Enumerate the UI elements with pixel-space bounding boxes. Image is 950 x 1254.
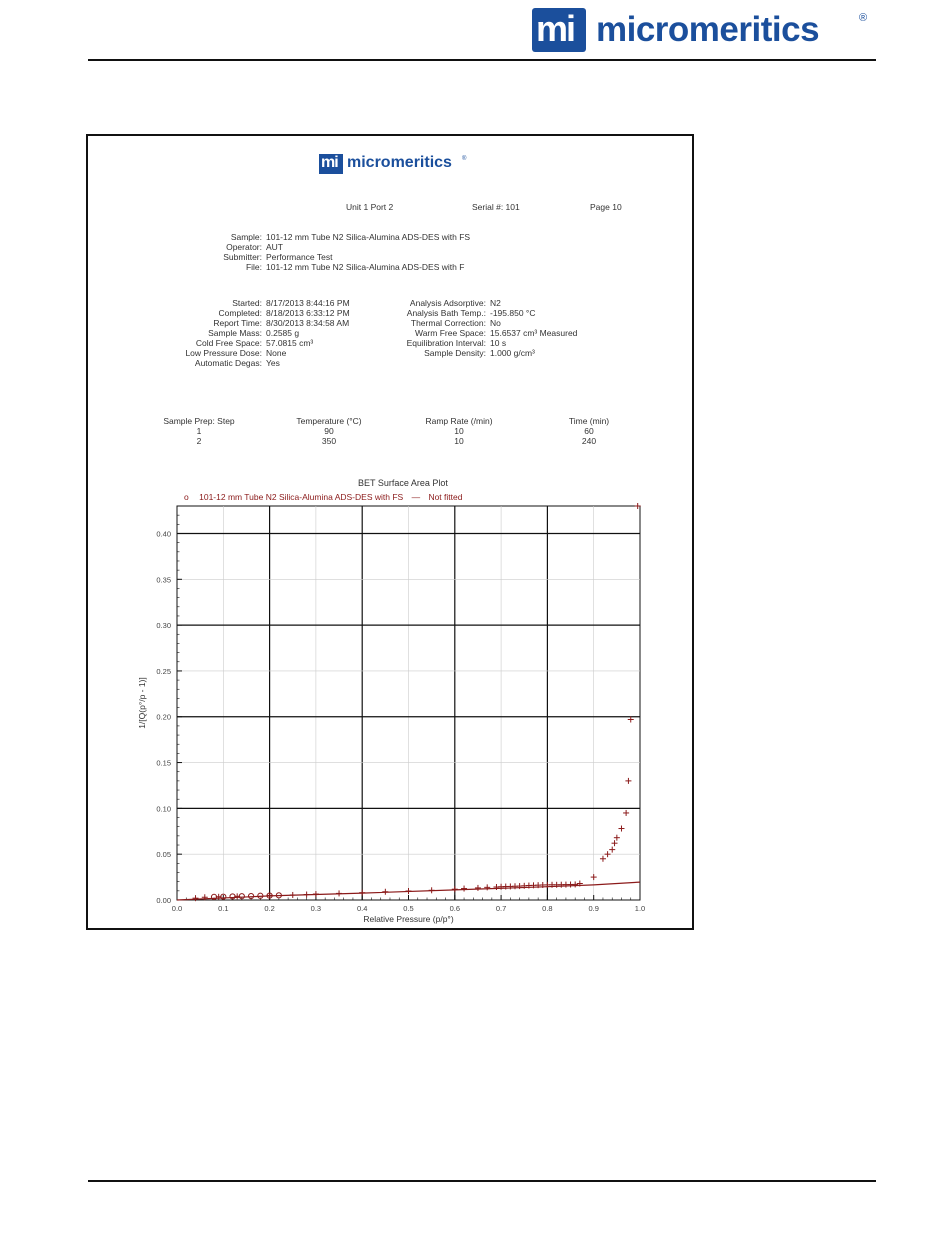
data-point-plus bbox=[216, 894, 222, 900]
sample-label: Sample: bbox=[230, 232, 262, 242]
legend-fit-label: Not fitted bbox=[428, 492, 463, 502]
x-tick-label: 0.2 bbox=[264, 904, 275, 913]
data-point-plus bbox=[605, 851, 611, 857]
table-row bbox=[134, 426, 654, 436]
table-cell: 350 bbox=[321, 436, 337, 446]
x-tick-label: 1.0 bbox=[634, 904, 646, 913]
param-label: Automatic Degas: bbox=[194, 358, 262, 368]
x-tick-label: 0.0 bbox=[171, 904, 183, 913]
unit-port: Unit 1 Port 2 bbox=[346, 202, 394, 212]
file-value: 101-12 mm Tube N2 Silica-Alumina ADS-DES with F bbox=[266, 262, 465, 272]
param-value: 15.6537 cm³ Measured bbox=[490, 328, 578, 338]
param-value: 8/18/2013 6:33:12 PM bbox=[266, 308, 350, 318]
sample-prep-table bbox=[134, 416, 654, 446]
y-tick-label: 0.10 bbox=[156, 804, 171, 814]
micromeritics-logo bbox=[532, 8, 872, 52]
table-cell: 60 bbox=[584, 426, 594, 436]
data-point-plus bbox=[625, 778, 631, 784]
param-value: 57.0815 cm³ bbox=[266, 338, 314, 348]
data-point-plus bbox=[484, 884, 490, 890]
x-tick-label: 0.7 bbox=[495, 904, 507, 913]
param-label: Thermal Correction: bbox=[410, 318, 486, 328]
y-tick-label: 0.20 bbox=[156, 712, 171, 722]
data-point-plus bbox=[382, 889, 388, 895]
param-label: Low Pressure Dose: bbox=[185, 348, 262, 358]
param-value: -195.850 °C bbox=[490, 308, 536, 318]
data-point-plus bbox=[304, 892, 310, 898]
serial-number: Serial #: 101 bbox=[472, 202, 520, 212]
y-tick-label: 0.35 bbox=[156, 575, 171, 585]
x-tick-label: 0.9 bbox=[588, 904, 599, 913]
submitter-value: Performance Test bbox=[266, 252, 333, 262]
param-value: None bbox=[266, 348, 287, 358]
param-label: Warm Free Space: bbox=[414, 328, 486, 338]
x-tick-label: 0.8 bbox=[542, 904, 553, 913]
data-point-plus bbox=[406, 888, 412, 894]
logo-mark-icon: mi bbox=[532, 8, 586, 52]
registered-mark: ® bbox=[859, 12, 868, 24]
report-registered-mark: ® bbox=[462, 156, 467, 162]
data-point-plus bbox=[609, 847, 615, 853]
report-frame bbox=[86, 134, 694, 930]
param-value: 8/30/2013 8:34:58 AM bbox=[266, 318, 350, 328]
report-logo-wordmark: micromeritics bbox=[347, 154, 452, 171]
data-point-plus bbox=[612, 840, 618, 846]
prep-col-ramp-rate: Ramp Rate (/min) bbox=[425, 416, 493, 426]
param-label: Sample Density: bbox=[424, 348, 486, 358]
data-point-plus bbox=[618, 826, 624, 832]
report-logo-mark-icon: mi bbox=[319, 154, 343, 174]
operator-value: AUT bbox=[266, 242, 283, 252]
x-axis-label: Relative Pressure (p/p°) bbox=[363, 914, 454, 924]
data-point-plus bbox=[572, 881, 578, 887]
y-tick-label: 0.30 bbox=[156, 621, 171, 631]
y-tick-label: 0.00 bbox=[156, 896, 171, 905]
data-point-plus bbox=[600, 856, 606, 862]
param-value: 0.2585 g bbox=[266, 328, 300, 338]
table-cell: 2 bbox=[196, 436, 202, 446]
data-point-plus bbox=[628, 716, 634, 722]
table-cell: 240 bbox=[581, 436, 597, 446]
param-value: 10 s bbox=[490, 338, 507, 348]
data-point-plus bbox=[336, 890, 342, 896]
prep-col-temperature: Temperature (°C) bbox=[296, 416, 362, 426]
x-tick-label: 0.6 bbox=[449, 904, 461, 913]
data-point-plus bbox=[591, 874, 597, 880]
data-point-plus bbox=[461, 886, 467, 892]
x-tick-label: 0.5 bbox=[403, 904, 414, 913]
param-label: Cold Free Space: bbox=[195, 338, 262, 348]
param-value: Yes bbox=[266, 358, 280, 368]
table-cell: 10 bbox=[454, 426, 464, 436]
data-point-plus bbox=[359, 890, 365, 896]
prep-col-step: Sample Prep: Step bbox=[163, 416, 235, 426]
param-label: Analysis Bath Temp.: bbox=[406, 308, 486, 318]
param-label: Report Time: bbox=[213, 318, 262, 328]
header-rule bbox=[88, 59, 876, 61]
prep-table-header bbox=[134, 416, 654, 426]
footer-rule bbox=[88, 1180, 876, 1182]
x-tick-label: 0.1 bbox=[218, 904, 229, 913]
sample-value: 101-12 mm Tube N2 Silica-Alumina ADS-DES with FS bbox=[266, 232, 471, 242]
param-value: N2 bbox=[490, 298, 501, 308]
table-row bbox=[134, 436, 654, 446]
y-tick-label: 0.05 bbox=[156, 850, 171, 860]
legend-circle-symbol: o bbox=[184, 492, 189, 502]
data-point-plus bbox=[313, 891, 319, 897]
submitter-label: Submitter: bbox=[223, 252, 262, 262]
y-tick-label: 0.40 bbox=[156, 529, 171, 539]
x-tick-label: 0.4 bbox=[356, 904, 368, 913]
param-value: No bbox=[490, 318, 501, 328]
chart-legend bbox=[184, 492, 462, 502]
legend-line-symbol: — bbox=[411, 492, 421, 502]
param-value: 1.000 g/cm³ bbox=[490, 348, 535, 358]
legend-series-label: 101-12 mm Tube N2 Silica-Alumina ADS-DES with FS bbox=[199, 492, 404, 502]
data-point-plus bbox=[234, 893, 240, 899]
y-tick-label: 0.25 bbox=[156, 666, 171, 676]
bet-plot bbox=[132, 502, 652, 926]
file-label: File: bbox=[245, 262, 262, 272]
run-parameters-left bbox=[128, 298, 388, 368]
data-point-plus bbox=[290, 892, 296, 898]
data-point-plus bbox=[614, 835, 620, 841]
sample-info bbox=[128, 232, 648, 272]
y-tick-label: 0.15 bbox=[156, 758, 171, 768]
param-label: Equilibration Interval: bbox=[406, 338, 486, 348]
data-point-plus bbox=[429, 887, 435, 893]
data-point-plus bbox=[623, 810, 629, 816]
param-label: Sample Mass: bbox=[208, 328, 262, 338]
data-point-plus bbox=[452, 886, 458, 892]
param-label: Analysis Adsorptive: bbox=[409, 298, 486, 308]
param-label: Completed: bbox=[218, 308, 262, 318]
run-parameters-right bbox=[378, 298, 688, 358]
data-point-plus bbox=[475, 885, 481, 891]
x-tick-label: 0.3 bbox=[310, 904, 322, 913]
prep-col-time: Time (min) bbox=[568, 416, 610, 426]
table-cell: 90 bbox=[324, 426, 334, 436]
chart-title: BET Surface Area Plot bbox=[358, 478, 448, 488]
param-label: Started: bbox=[232, 298, 262, 308]
table-cell: 10 bbox=[454, 436, 464, 446]
page-number: Page 10 bbox=[590, 202, 622, 212]
operator-label: Operator: bbox=[226, 242, 262, 252]
report-logo bbox=[319, 154, 469, 176]
table-cell: 1 bbox=[196, 426, 202, 436]
logo-wordmark: micromeritics bbox=[596, 10, 820, 49]
param-value: 8/17/2013 8:44:16 PM bbox=[266, 298, 350, 308]
y-axis-label: 1/[Q(p°/p - 1)] bbox=[137, 677, 147, 729]
